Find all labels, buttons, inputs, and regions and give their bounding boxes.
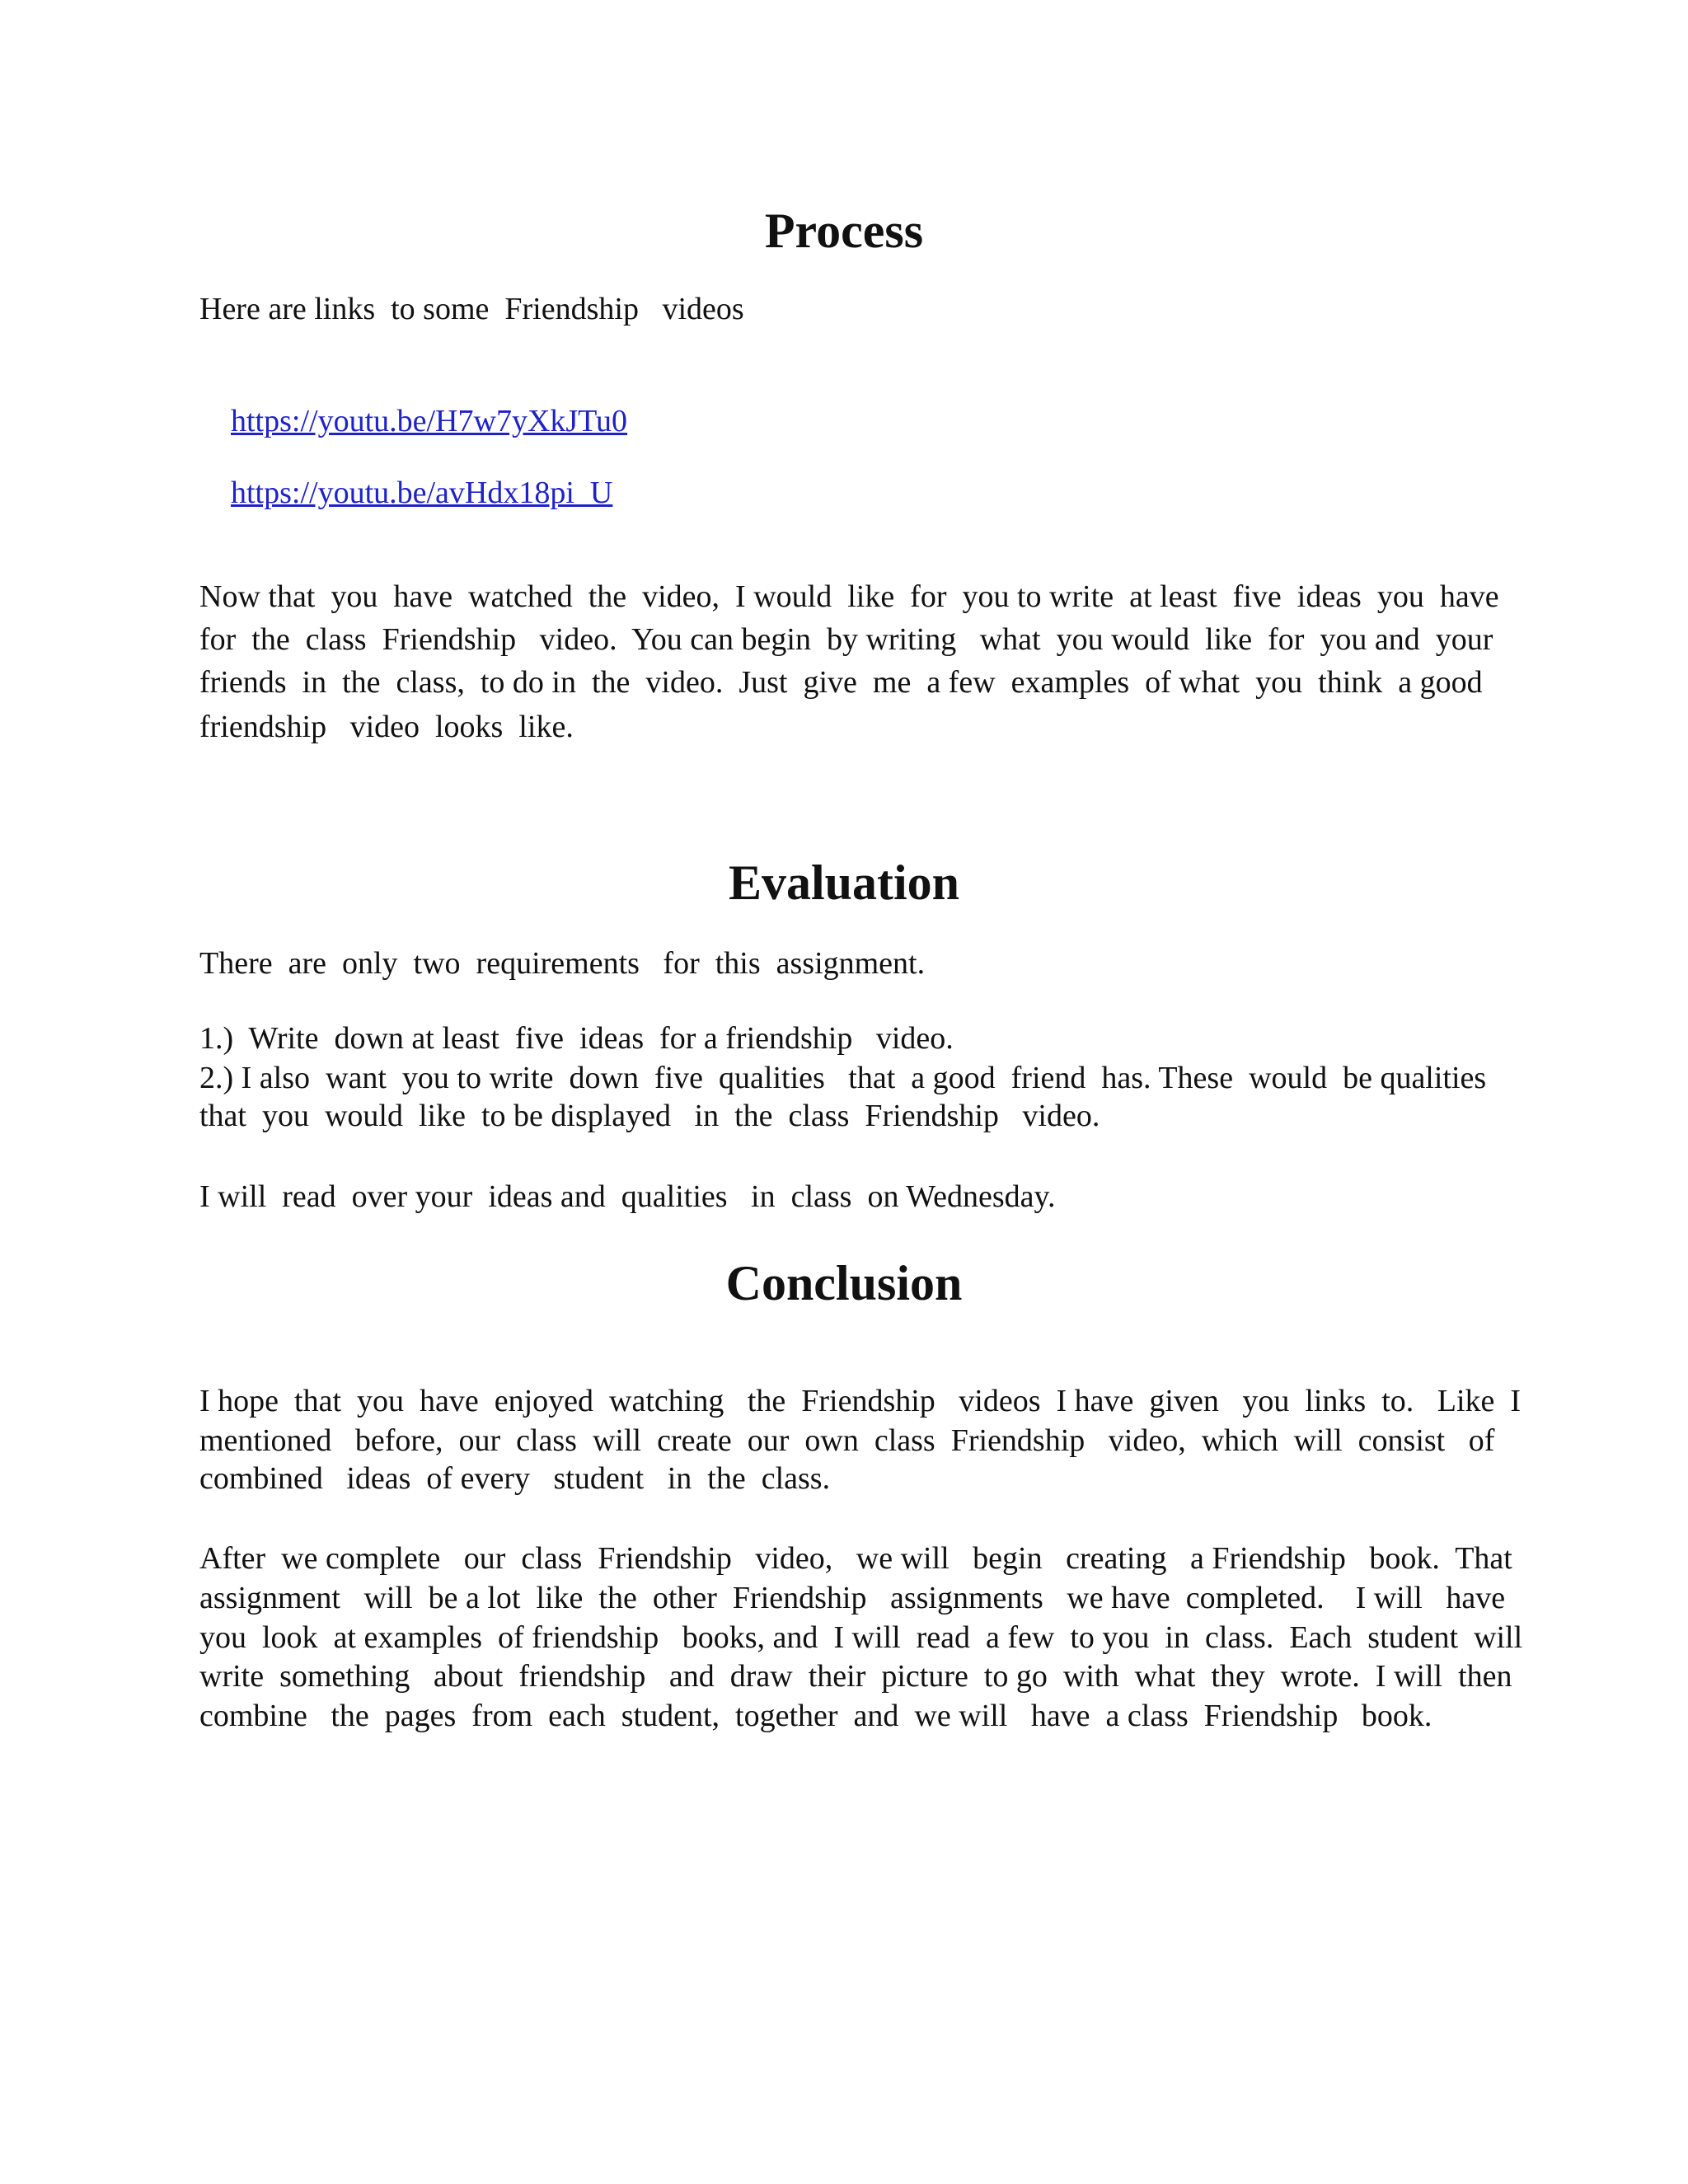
conclusion-paragraph-line: combined ideas of every student in the class. [199, 1461, 831, 1496]
conclusion-paragraph-line: I hope that you have enjoyed watching the Friendship videos I have given you links to. Like I [199, 1384, 1522, 1418]
requirement-item-continued: that you would like to be displayed in the class Friendship video. [199, 1099, 1100, 1133]
conclusion-paragraph-line: assignment will be a lot like the other Friendship assignments we have completed. I will have [199, 1581, 1506, 1615]
video-link-2-line [199, 434, 612, 552]
requirement-item: 1.) Write down at least five ideas for a friendship video. [199, 1021, 954, 1056]
conclusion-paragraph-line: you look at examples of friendship books, and I will read a few to you in class. Each student will [199, 1620, 1523, 1655]
process-paragraph-line: friends in the class, to do in the video. Just give me a few examples of what you think a good [199, 665, 1483, 700]
video-link-2[interactable]: https://youtu.be/avHdx18pi_U [231, 476, 613, 510]
process-paragraph-line: for the class Friendship video. You can begin by writing what you would like for you and your [199, 622, 1493, 657]
evaluation-closing: I will read over your ideas and qualities in class on Wednesday. [199, 1179, 1056, 1214]
evaluation-heading: Evaluation [728, 855, 960, 910]
conclusion-paragraph-line: After we complete our class Friendship video, we will begin creating a Friendship book. That [199, 1541, 1512, 1576]
evaluation-intro: There are only two requirements for this assignment. [199, 946, 926, 981]
conclusion-paragraph-line: write something about friendship and draw their picture to go with what they wrote. I will then [199, 1659, 1512, 1694]
conclusion-paragraph-line: combine the pages from each student, together and we will have a class Friendship book. [199, 1699, 1432, 1733]
conclusion-heading: Conclusion [725, 1256, 963, 1310]
process-paragraph-line: friendship video looks like. [199, 710, 574, 744]
conclusion-paragraph-line: mentioned before, our class will create our own class Friendship video, which will consist of [199, 1423, 1495, 1458]
process-paragraph-line: Now that you have watched the video, I would like for you to write at least five ideas you have [199, 579, 1499, 614]
requirement-item: 2.) I also want you to write down five qualities that a good friend has. These would be qualities [199, 1061, 1487, 1095]
process-intro: Here are links to some Friendship videos [199, 292, 744, 326]
video-link-1[interactable]: https://youtu.be/H7w7yXkJTu0 [231, 404, 628, 438]
process-heading: Process [764, 204, 924, 258]
